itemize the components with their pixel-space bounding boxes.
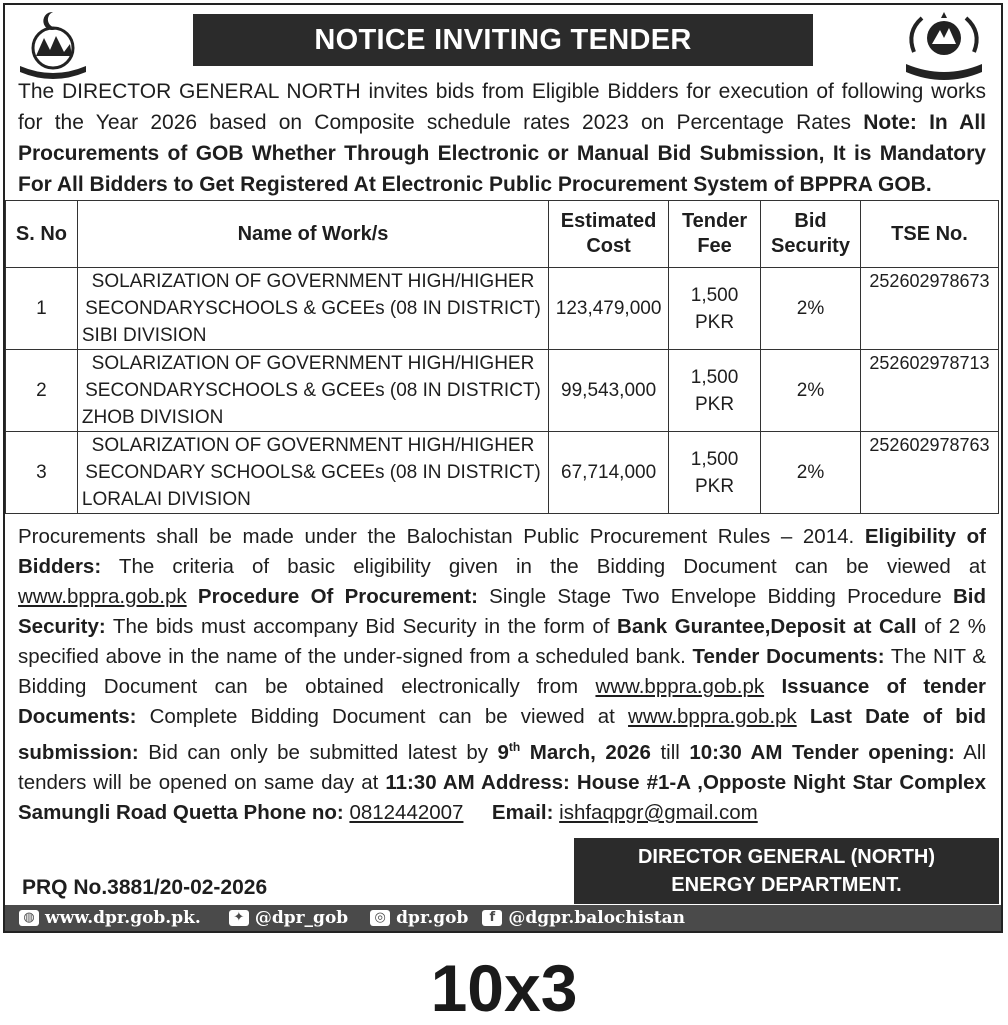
row-work-name: SOLARIZATION OF GOVERNMENT HIGH/HIGHER SECONDARY SCHOOLS& GCEEs (08 IN DISTRICT) LORALAI DIVISION [77,432,548,514]
header-name: Name of Work/s [77,201,548,268]
row-fee: 1,500 PKR [669,268,761,350]
works-table [5,200,999,514]
facebook-icon: f [482,910,502,926]
ad-size-label: 10x3 [430,951,578,1025]
procedure-label: Procedure Of Procurement: [186,585,478,608]
eligibility-label: Eligibility of Bidders: [18,525,986,578]
email-label: Email: [463,800,560,824]
table-row [6,350,999,432]
date-month-year: March, 2026 [520,740,651,764]
row-security: 2% [761,350,861,432]
signature-department: ENERGY DEPARTMENT. [671,874,902,896]
date-day: 9 [497,740,509,764]
date-suffix: th [508,740,521,754]
header-tse: TSE No. [860,201,998,268]
row-sno: 2 [6,350,78,432]
bppra-link[interactable]: www.bppra.gob.pk [18,585,187,608]
tender-documents-label: Tender Documents: [692,645,885,668]
header-cost: Estimated Cost [549,201,669,268]
row-cost: 123,479,000 [549,268,669,350]
intro-note: Note: In All Procurements of GOB Whether Through Electronic or Manual Bid Submission, It is Mandatory For All Bidders to Get Registered At Electronic Public Procurement System of BPPRA GOB. [18,111,987,196]
intro-text: The DIRECTOR GENERAL NORTH invites bids from Eligible Bidders for execution of following works for the Year 2026 based on Composite schedule rates 2023 on Percentage Rates [18,80,986,134]
body-text: Complete Bidding Document can be viewed at [136,705,629,728]
globe-icon: ◍ [19,910,39,926]
row-tse: 252602978763 [860,432,998,514]
body-text: Single Stage Two Envelope Bidding Procedure [477,585,953,608]
intro-paragraph [18,76,986,200]
row-cost: 99,543,000 [549,350,669,432]
row-security: 2% [761,432,861,514]
footer-bar [5,905,1001,931]
table-header-row [6,201,999,268]
email-link[interactable]: ishfaqpgr@gmail.com [559,800,758,824]
footer-twitter-text: @dpr_gob [254,908,349,928]
prq-number: PRQ No.3881/20-02-2026 [22,876,268,899]
row-work-name: SOLARIZATION OF GOVERNMENT HIGH/HIGHER SECONDARYSCHOOLS & GCEEs (08 IN DISTRICT) SIBI DIVISION [77,268,548,350]
phone-number[interactable]: 0812442007 [349,800,464,824]
footer-facebook[interactable] [482,908,685,928]
footer-facebook-text: @dgpr.balochistan [508,908,686,928]
footer-twitter[interactable] [229,908,348,928]
body-text: Bid can only be submitted latest by [138,740,498,764]
government-emblem-logo [14,8,92,80]
table-row [6,268,999,350]
body-text: All tenders will be opened on same day at [18,740,987,794]
last-date-label: Last Date of bid submission: [18,705,986,764]
notice-title: NOTICE INVITING TENDER [193,14,813,66]
body-text: The criteria of basic eligibility given in the Bidding Document can be viewed at [101,555,986,578]
footer-web[interactable] [19,908,201,928]
bppra-link[interactable]: www.bppra.gob.pk [595,675,765,698]
header-sno: S. No [6,201,78,268]
procurement-details [18,522,986,828]
body-text: of 2 % specified above in the name of the under-signed from a scheduled bank. [18,615,986,668]
signature-title: DIRECTOR GENERAL (NORTH) [637,846,936,868]
row-fee: 1,500 PKR [669,350,761,432]
header-fee: Tender Fee [669,201,761,268]
body-text: The bids must accompany Bid Security in the form of [105,615,618,638]
row-tse: 252602978713 [860,350,998,432]
row-tse: 252602978673 [860,268,998,350]
row-sno: 3 [6,432,78,514]
department-emblem-logo [896,8,992,84]
body-text: till [650,740,690,764]
footer-instagram-text: dpr.gob [396,908,469,928]
bppra-link[interactable]: www.bppra.gob.pk [628,705,797,728]
row-cost: 67,714,000 [549,432,669,514]
header-security: Bid Security [761,201,861,268]
footer-web-text: www.dpr.gob.pk. [45,908,201,928]
bid-security-label: Bid Security: [18,585,987,638]
issuance-label: Issuance of tender Documents: [18,675,986,728]
row-security: 2% [761,268,861,350]
footer-instagram[interactable] [370,908,468,928]
security-forms: Bank Gurantee,Deposit at Call [617,615,917,638]
time-opening-label: 10:30 AM Tender opening: [689,740,955,764]
body-text: The NIT & Bidding Document can be obtained electronically from [18,645,986,698]
instagram-icon: ◎ [370,910,390,926]
signature-block [574,838,999,904]
body-text: Procurements shall be made under the Balochistan Public Procurement Rules – 2014. [18,525,865,548]
address-label: 11:30 AM Address: House #1-A ,Opposte Night Star Complex Samungli Road Quetta Phone no: [18,770,986,824]
row-work-name: SOLARIZATION OF GOVERNMENT HIGH/HIGHER SECONDARYSCHOOLS & GCEEs (08 IN DISTRICT) ZHOB DIVISION [77,350,548,432]
row-fee: 1,500 PKR [669,432,761,514]
row-sno: 1 [6,268,78,350]
last-date-value [498,741,651,764]
table-row [6,432,999,514]
twitter-icon: ✦ [229,910,249,926]
